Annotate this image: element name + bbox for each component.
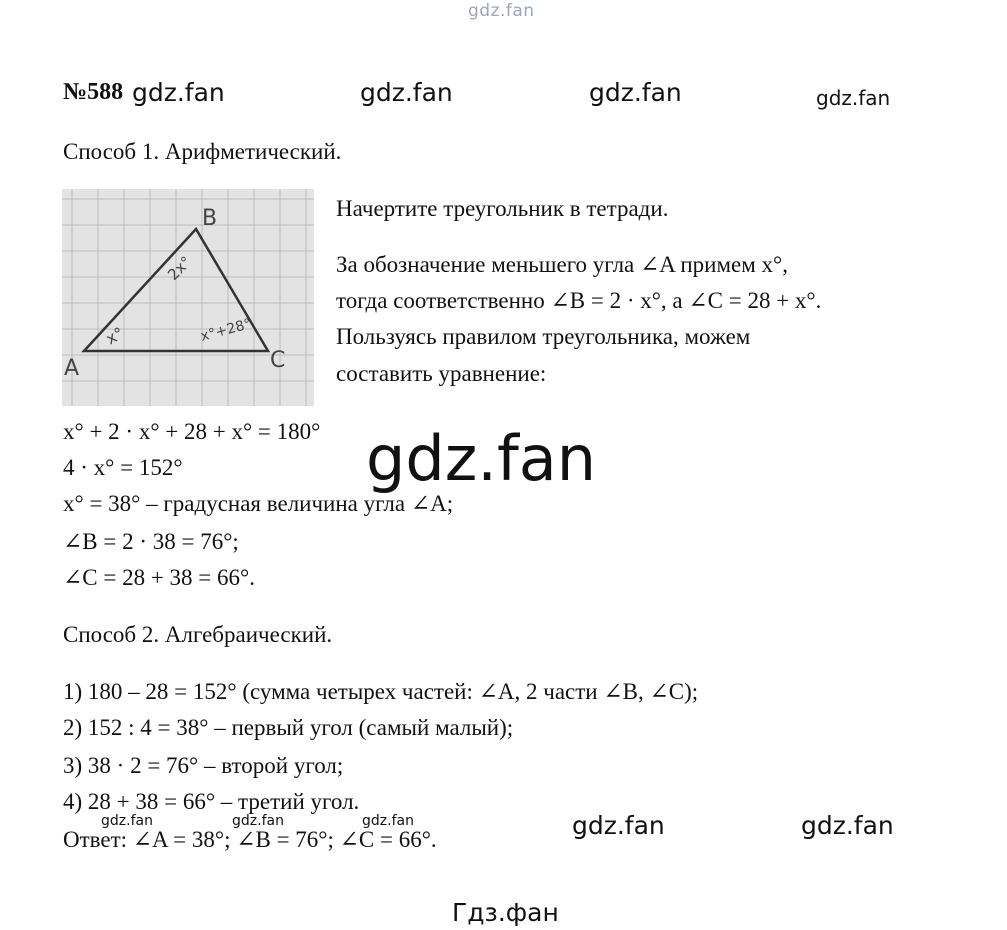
watermark: gdz.fan (360, 78, 453, 107)
method1-line4: составить уравнение: (336, 361, 547, 386)
method2-step4: 4) 28 + 38 = 66° – третий угол. (63, 789, 360, 814)
vertex-c-label: C (270, 348, 286, 373)
watermark: gdz.fan (816, 86, 891, 110)
equation-1: x° + 2 · x° + 28 + x° = 180° (63, 419, 321, 444)
angle-a-label: x° (102, 323, 128, 349)
watermark-top: gdz.fan (468, 1, 535, 21)
watermark: gdz.fan (132, 78, 225, 107)
method1-heading: Способ 1. Арифметический. (63, 139, 342, 164)
equation-2: 4 · x° = 152° (63, 455, 183, 480)
equation-3: x° = 38° – градусная величина угла ∠A; (63, 491, 454, 516)
answer: Ответ: ∠A = 38°; ∠B = 76°; ∠C = 66°. (63, 827, 437, 852)
watermark: gdz.fan (572, 811, 665, 840)
vertex-b-label: B (202, 206, 218, 231)
method1-line3: Пользуясь правилом треугольника, можем (336, 324, 751, 349)
method2-step3: 3) 38 · 2 = 76° – второй угол; (63, 753, 344, 778)
watermark: gdz.fan (589, 78, 682, 107)
method2-step2: 2) 152 : 4 = 38° – первый угол (самый малый); (63, 715, 514, 740)
vertex-a-label: A (64, 356, 80, 381)
footer-watermark: Гдз.фан (452, 898, 559, 927)
equation-5: ∠C = 28 + 38 = 66°. (63, 565, 255, 590)
angle-b-label: 2x° (164, 252, 196, 284)
method1-intro: Начертите треугольник в тетради. (336, 196, 669, 221)
watermark: gdz.fan (101, 813, 153, 829)
watermark: gdz.fan (362, 813, 414, 829)
task-number: №588 (63, 79, 124, 105)
method2-step1: 1) 180 – 28 = 152° (сумма четырех частей: ∠A, 2 части ∠B, ∠C); (63, 679, 699, 704)
watermark-center: gdz.fan (366, 422, 597, 495)
watermark: gdz.fan (232, 813, 284, 829)
triangle-figure (62, 189, 314, 406)
equation-4: ∠B = 2 · 38 = 76°; (63, 529, 239, 554)
method1-line1: За обозначение меньшего угла ∠A примем x°, (336, 252, 789, 277)
method1-line2: тогда соответственно ∠B = 2 · x°, а ∠C = 28 + x°. (336, 288, 822, 313)
angle-c-label: x°+28° (198, 315, 254, 345)
watermark: gdz.fan (801, 811, 894, 840)
method2-heading: Способ 2. Алгебраический. (63, 622, 333, 647)
